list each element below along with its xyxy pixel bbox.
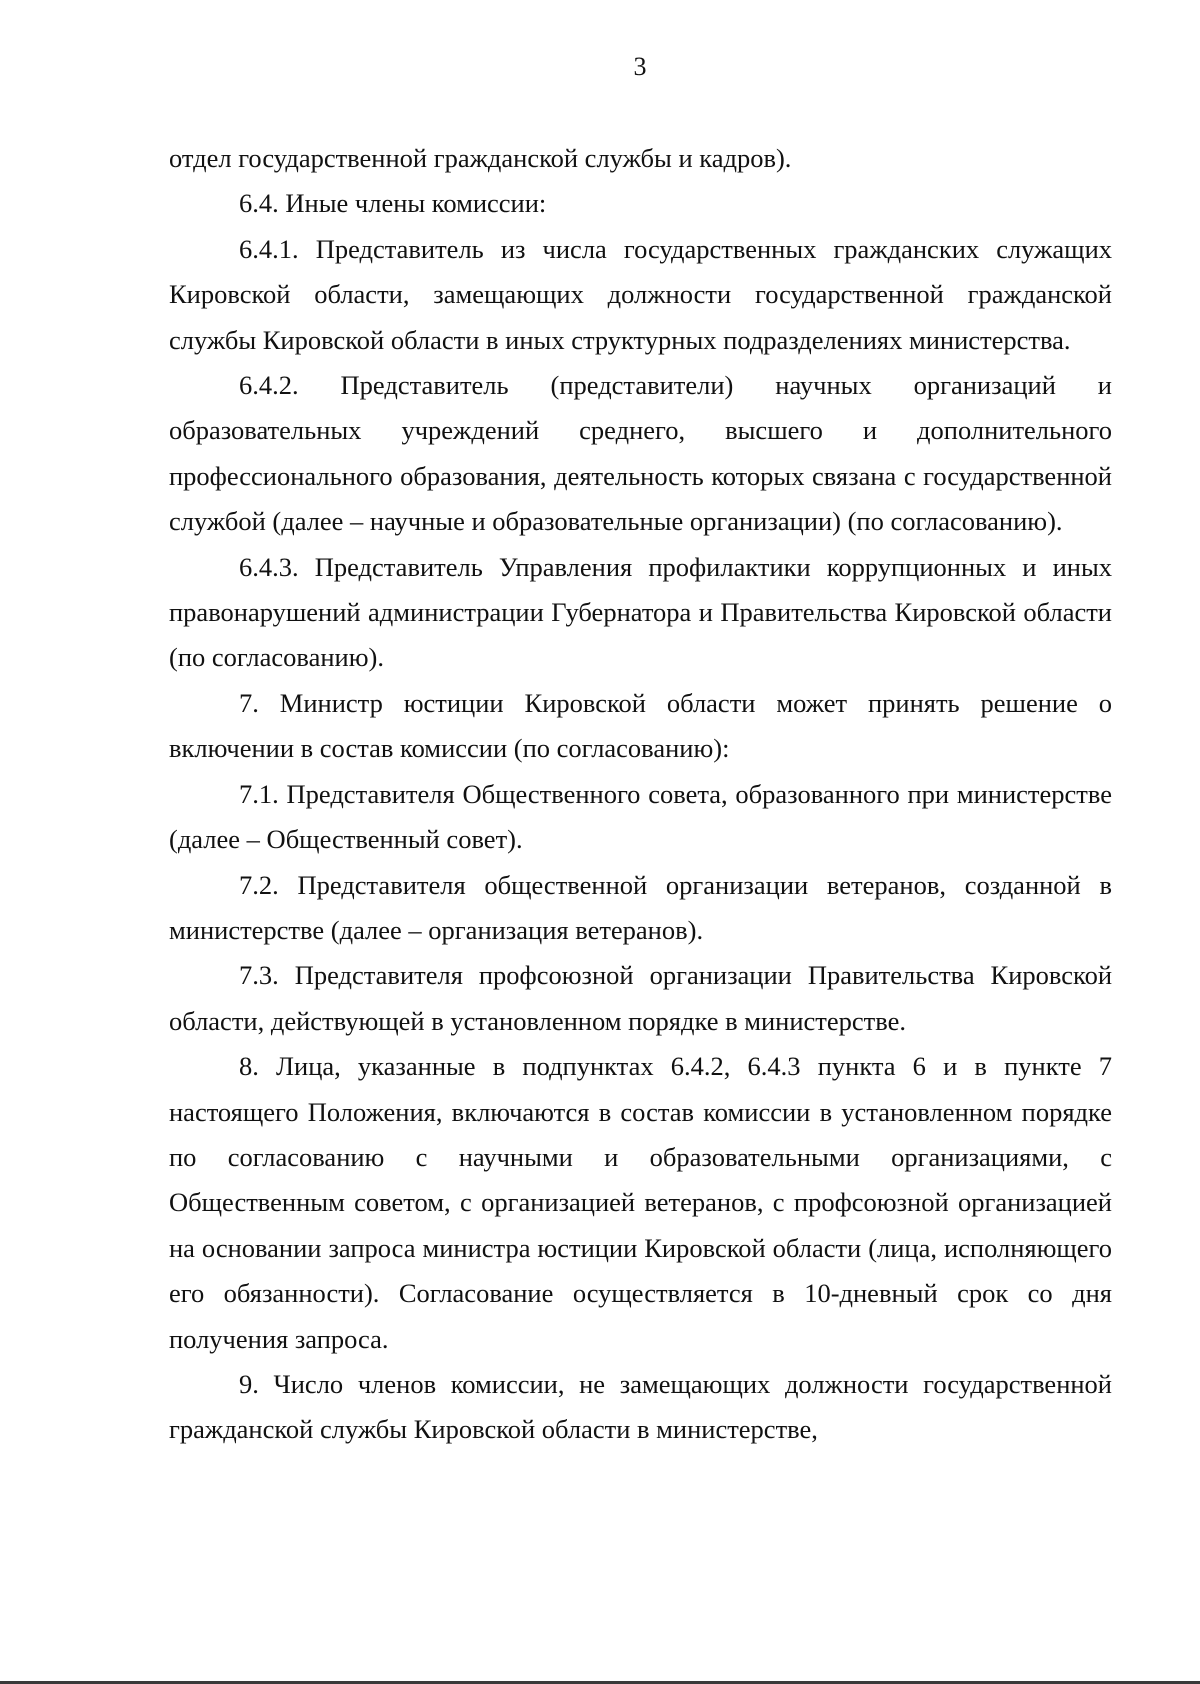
paragraph-7-1: 7.1. Представителя Общественного совета, образованного при министерстве (далее – Общественный совет).	[169, 778, 1112, 855]
paragraph-6-4-3: 6.4.3. Представитель Управления профилактики коррупционных и иных правонарушений администрации Губернатора и Правительства Кировской области (по согласованию).	[169, 551, 1112, 673]
paragraph-7-3: 7.3. Представителя профсоюзной организации Правительства Кировской области, действующей в установленном порядке в министерстве.	[169, 960, 1112, 1036]
paragraph-8: 8. Лица, указанные в подпунктах 6.4.2, 6.4.3 пункта 6 и в пункте 7 настоящего Положения, включаются в состав комиссии в установленном порядке по согласованию с научными и образовательными организациями, с Общественным советом, с организацией ветеранов, с профсоюзной организацией на основании запроса министра юстиции Кировской области (лица, исполняющего его обязанности). Согласование осуществляется в 10-дневный срок со дня получения запроса.	[169, 1051, 1112, 1354]
paragraph-continuation: отдел государственной гражданской службы и кадров).	[169, 143, 792, 173]
paragraph-6-4-2: 6.4.2. Представитель (представители) научных организаций и образовательных учреждений среднего, высшего и дополнительного профессионального образования, деятельность которых связана с государственной службой (далее – научные и образовательные организации) (по согласованию).	[169, 370, 1112, 537]
paragraph-9: 9. Число членов комиссии, не замещающих должности государственной гражданской службы Кировской области в министерстве,	[169, 1368, 1112, 1445]
paragraph-7-2: 7.2. Представителя общественной организации ветеранов, созданной в министерстве (далее – организация ветеранов).	[169, 869, 1112, 945]
paragraph-6-4-1: 6.4.1. Представитель из числа государственных гражданских служащих Кировской области, замещающих должности государственной гражданской службы Кировской области в иных структурных подразделениях министерства.	[169, 233, 1112, 355]
paragraph-6-4: 6.4. Иные члены комиссии:	[239, 188, 547, 219]
document-body	[169, 136, 1112, 1453]
paragraph-7: 7. Министр юстиции Кировской области может принять решение о включении в состав комиссии (по согласованию):	[169, 687, 1112, 764]
page-number: 3	[633, 52, 647, 81]
